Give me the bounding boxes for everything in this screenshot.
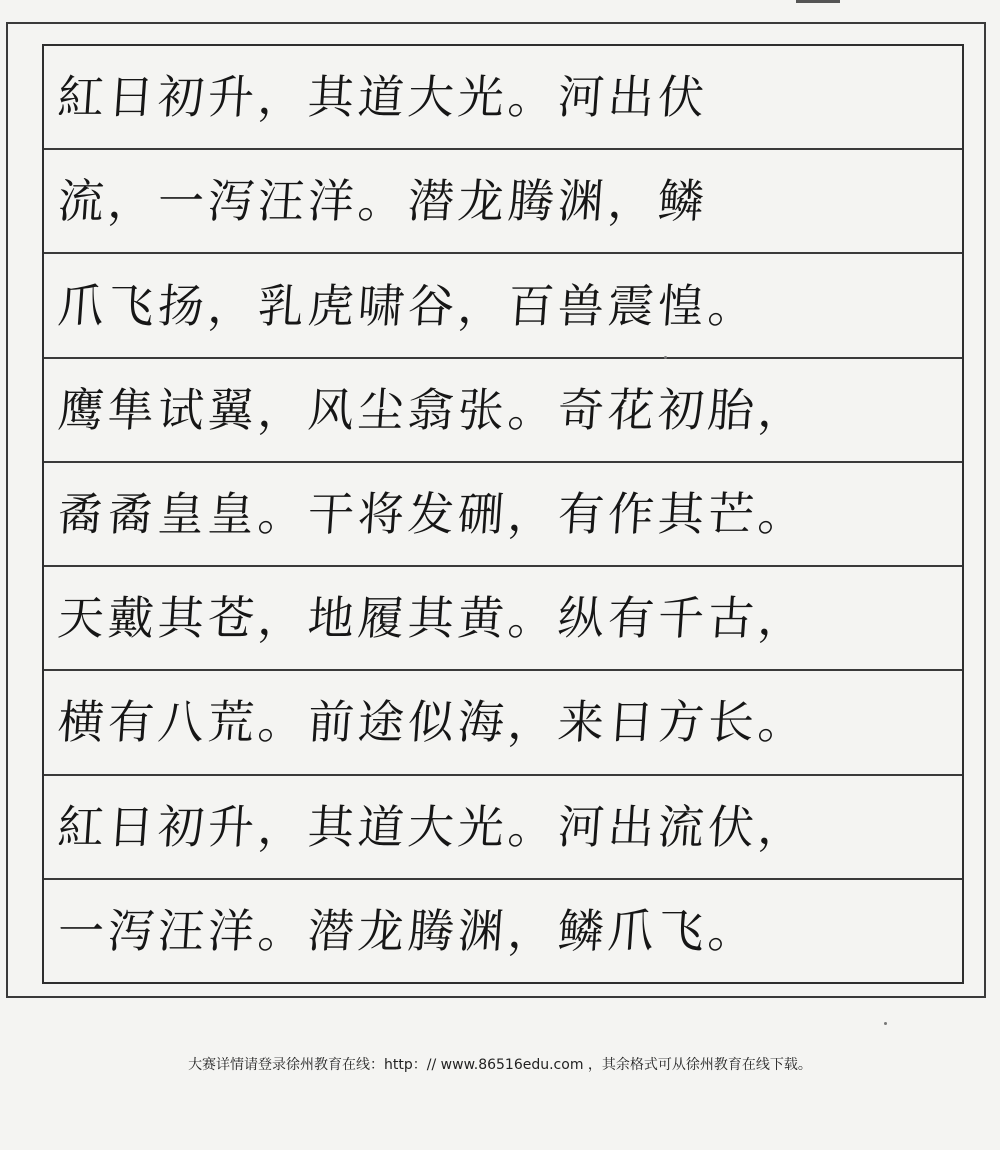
writing-grid xyxy=(42,44,964,984)
paper-speck xyxy=(664,356,667,359)
handwritten-line-3: 爪飞扬，乳虎啸谷，百兽震惶。 xyxy=(56,278,760,333)
handwritten-line-8: 紅日初升，其道大光。河出流伏， xyxy=(56,799,810,854)
grid-row-8 xyxy=(44,776,962,880)
grid-row-5 xyxy=(44,463,962,567)
handwritten-line-7: 横有八荒。前途似海，来日方长。 xyxy=(56,695,810,750)
grid-row-9 xyxy=(44,880,962,982)
footer-note: 大赛详情请登录徐州教育在线：http：// www.86516edu.com ，其余格式可从徐州教育在线下载。 xyxy=(188,1057,812,1073)
handwritten-line-1: 紅日初升，其道大光。河出伏 xyxy=(56,70,710,125)
grid-row-2 xyxy=(44,150,962,254)
paper-speck xyxy=(884,1022,887,1025)
handwritten-line-2: 流，一泻汪洋。潜龙腾渊，鳞 xyxy=(56,174,710,229)
grid-row-4 xyxy=(44,359,962,463)
grid-row-7 xyxy=(44,671,962,775)
handwritten-line-4: 鹰隼试翼，风尘翕张。奇花初胎， xyxy=(56,382,810,437)
handwritten-line-9: 一泻汪洋。潜龙腾渊，鳞爪飞。 xyxy=(56,903,760,958)
grid-row-3 xyxy=(44,254,962,358)
handwritten-line-5: 矞矞皇皇。干将发硎，有作其芒。 xyxy=(56,486,810,541)
handwritten-line-6: 天戴其苍，地履其黄。纵有千古， xyxy=(56,591,810,646)
top-crop-mark xyxy=(796,0,840,3)
grid-row-1 xyxy=(44,46,962,150)
grid-row-6 xyxy=(44,567,962,671)
